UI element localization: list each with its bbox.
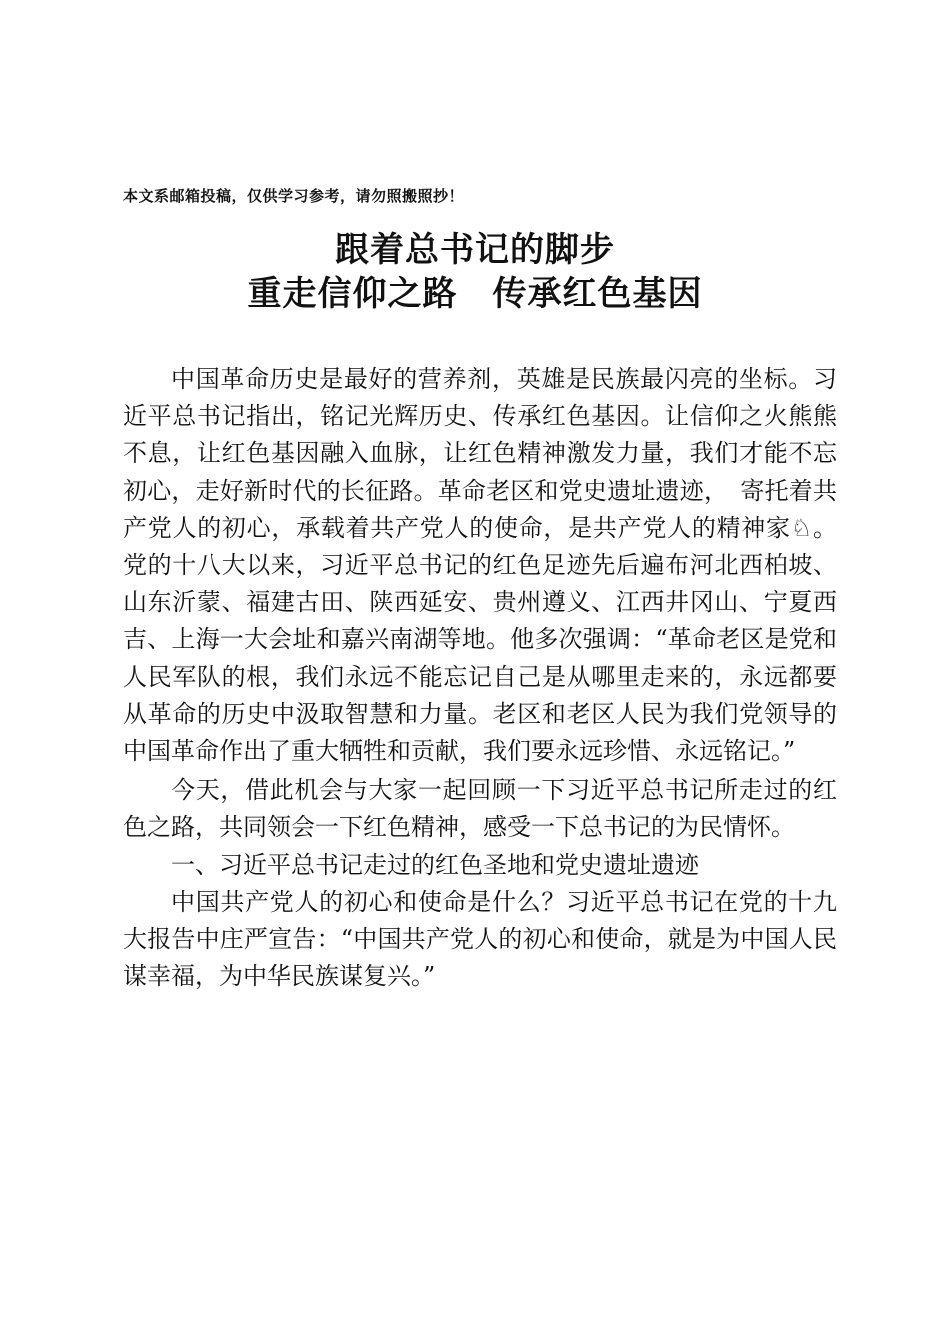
submission-notice: 本文系邮箱投稿，仅供学习参考，请勿照搬照抄！	[123, 187, 465, 205]
title-line-2: 重走信仰之路 传承红色基因	[247, 274, 703, 314]
paragraph-intro: 中国革命历史是最好的营养剂，英雄是民族最闪亮的坐标。习近平总书记指出，铭记光辉历史、传承红色基因。让信仰之火熊熊不息，让红色基因融入血脉，让红色精神激发力量，我们才能不忘初心，走好新时代的长征路。革命老区和党史遗址遗迹， 寄托着共产党人的初心，承载着共产党人的使命，是共产党人的精神家♘。党的十八大以来，习近平总书记的红色足迹先后遍布河北西柏坡、山东沂蒙、福建古田、陕西延安、贵州遵义、江西井冈山、宁夏西吉、上海一大会址和嘉兴南湖等地。他多次强调：“革命老区是党和人民军队的根，我们永远不能忘记自己是从哪里走来的，永远都要从革命的历史中汲取智慧和力量。老区和老区人民为我们党领导的中国革命作出了重大牺牲和贡献，我们要永远珍惜、永远铭记。”	[123, 365, 837, 766]
section-heading-1: 一、习近平总书记走过的红色圣地和党史遗址遗迹	[171, 850, 699, 879]
paragraph-mission: 中国共产党人的初心和使命是什么？习近平总书记在党的十九大报告中庄严宣告：“中国共产党人的初心和使命，就是为中国人民谋幸福，为中华民族谋复兴。”	[123, 887, 837, 991]
title-line-1: 跟着总书记的脚步	[335, 230, 615, 270]
article-body	[123, 361, 837, 995]
paragraph-review: 今天，借此机会与大家一起回顾一下习近平总书记所走过的红色之路，共同领会一下红色精神，感受一下总书记的为民情怀。	[123, 776, 837, 842]
